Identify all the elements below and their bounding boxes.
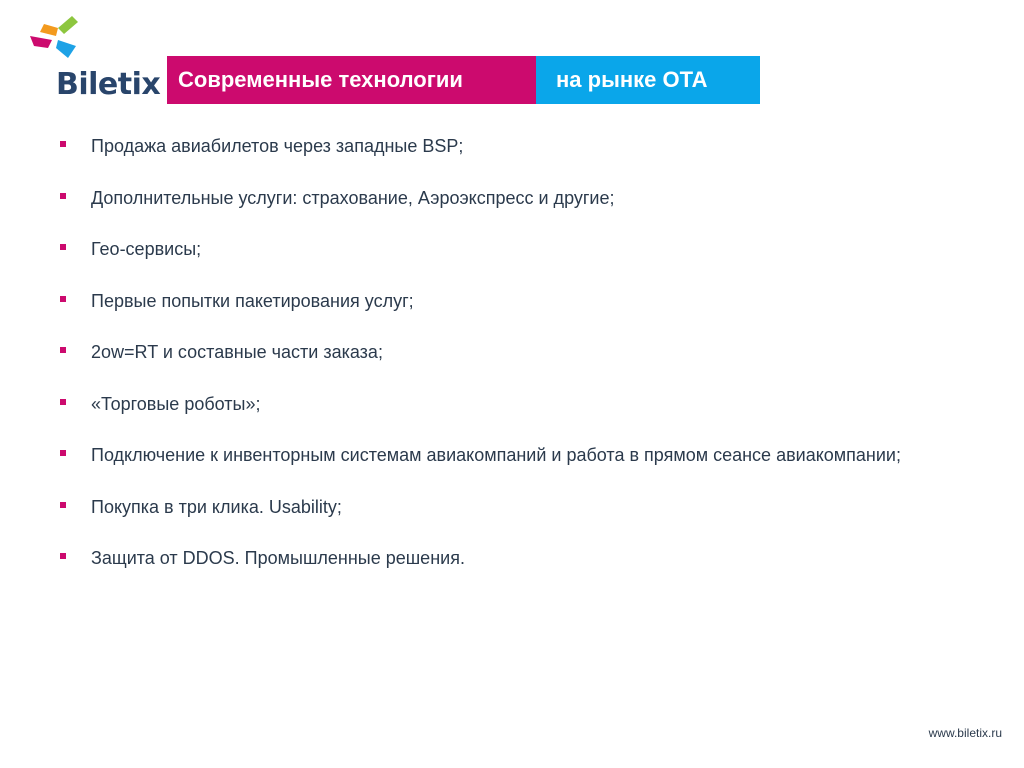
slide-subtitle: на рынке ОТА [536,56,760,104]
list-item-text: Покупка в три клика. Usability; [91,496,342,517]
list-item [60,288,910,314]
slide-title: Современные технологии [167,56,536,104]
slide-title-bar [167,56,760,104]
bullet-square-icon [60,141,66,147]
list-item-text: Дополнительные услуги: страхование, Аэроэкспресс и другие; [91,187,615,208]
bullet-square-icon [60,244,66,250]
list-item-text: Продажа авиабилетов через западные BSP; [91,136,464,156]
list-item [60,339,910,365]
bullet-square-icon [60,450,66,456]
list-item [60,494,910,520]
biletix-logo-icon [28,14,88,64]
bullet-square-icon [60,502,66,508]
bullet-square-icon [60,296,66,302]
logo-wordmark: Biletix [56,67,161,102]
bullet-square-icon [60,347,66,353]
list-item-text: Подключение к инвенторным системам авиакомпаний и работа в прямом сеансе авиакомпании; [91,445,901,465]
list-item [60,133,910,159]
list-item [60,236,910,262]
list-item [60,185,910,211]
list-item-text: Защита от DDOS. Промышленные решения. [91,548,465,568]
list-item-text: 2ow=RT и составные части заказа; [91,342,383,362]
footer-url: www.biletix.ru [928,726,1002,740]
bullet-list [60,133,910,597]
list-item-text: «Торговые роботы»; [91,393,261,414]
list-item [60,391,910,417]
bullet-square-icon [60,553,66,559]
biletix-logo [28,14,161,102]
list-item-text: Первые попытки пакетирования услуг; [91,290,414,311]
bullet-square-icon [60,193,66,199]
list-item-text: Гео-сервисы; [91,239,202,259]
list-item [60,545,910,571]
bullet-square-icon [60,399,66,405]
list-item [60,442,910,468]
